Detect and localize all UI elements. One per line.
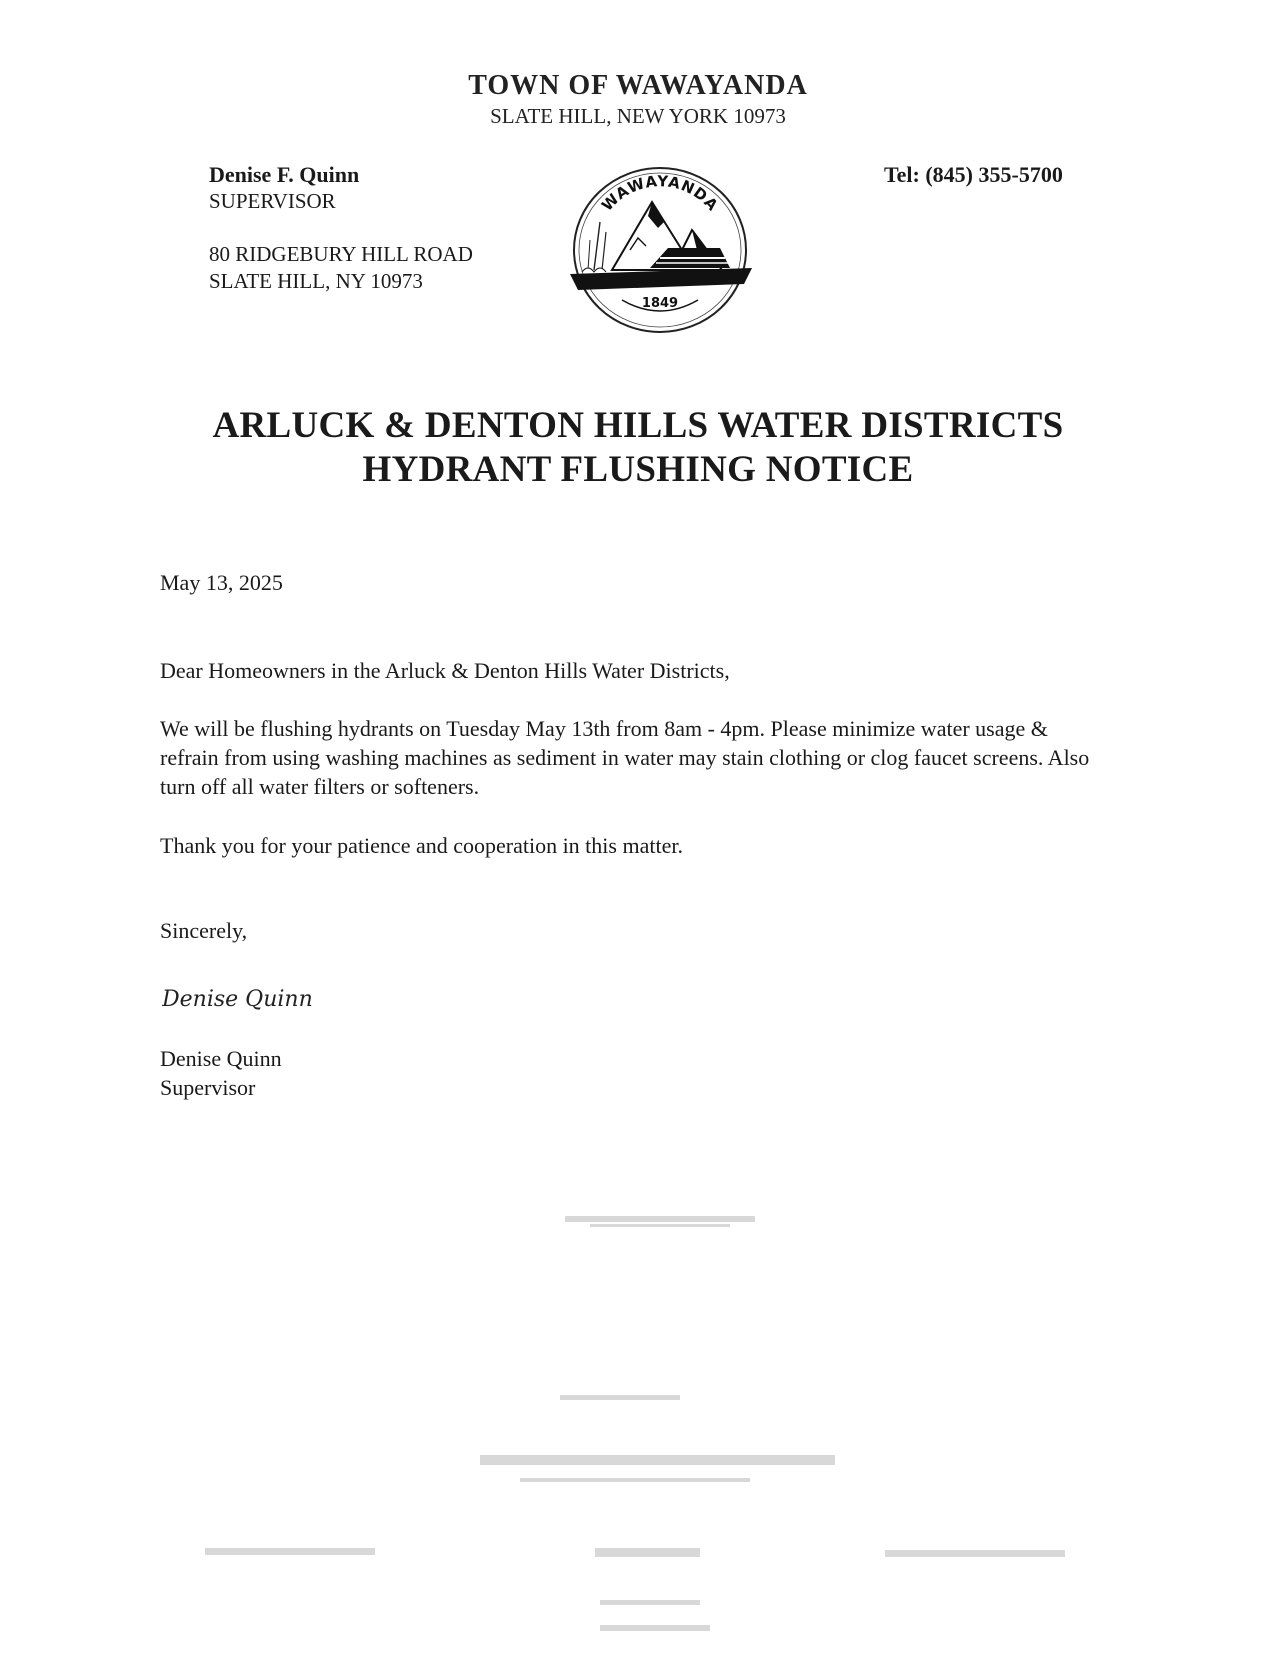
signer-name: Denise Quinn [160, 1046, 282, 1071]
phone-number: Tel: (845) 355-5700 [884, 162, 1063, 187]
signer-title: Supervisor [160, 1075, 256, 1100]
office-street: 80 RIDGEBURY HILL ROAD [209, 242, 473, 266]
town-seal-icon [560, 150, 760, 340]
scan-bleed-through [0, 1180, 1276, 1655]
notice-title-line1: ARLUCK & DENTON HILLS WATER DISTRICTS [212, 405, 1064, 446]
signature-image [162, 978, 362, 1018]
svg-text:Denise Quinn: Denise Quinn [162, 987, 313, 1012]
svg-text:1849: 1849 [641, 296, 679, 311]
salutation: Dear Homeowners in the Arluck & Denton Hills Water Districts, [160, 658, 730, 683]
supervisor-title: SUPERVISOR [209, 189, 336, 213]
notice-title-line2: HYDRANT FLUSHING NOTICE [362, 449, 914, 490]
letter-date: May 13, 2025 [160, 570, 283, 595]
town-title: TOWN OF WAWAYANDA [468, 70, 808, 101]
closing: Sincerely, [160, 918, 248, 943]
office-city: SLATE HILL, NY 10973 [209, 269, 423, 293]
svg-text:WAWAYANDA: WAWAYANDA [598, 172, 723, 215]
town-address: SLATE HILL, NEW YORK 10973 [490, 104, 786, 128]
thank-you-line: Thank you for your patience and cooperation in this matter. [160, 833, 683, 858]
supervisor-name: Denise F. Quinn [209, 162, 360, 187]
notice-paragraph: We will be flushing hydrants on Tuesday May 13th from 8am - 4pm. Please minimize water usage & refrain from using washing machines as sediment in water may stain clothing or clog faucet screens. Also turn off all water filters or softeners. [160, 716, 1090, 799]
